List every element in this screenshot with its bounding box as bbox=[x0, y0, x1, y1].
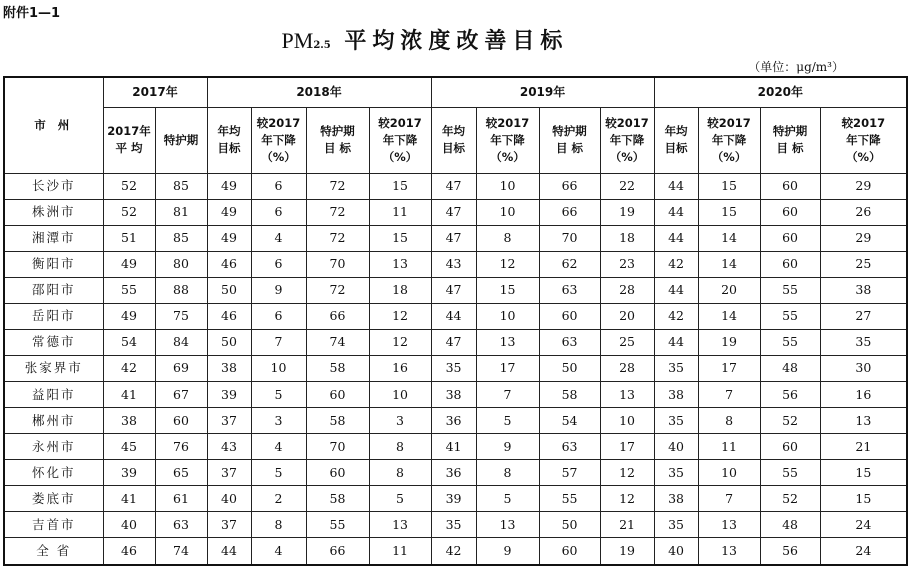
table-cell: 7 bbox=[476, 382, 539, 408]
table-cell: 12 bbox=[600, 486, 654, 512]
table-cell: 15 bbox=[369, 225, 431, 251]
table-cell: 52 bbox=[103, 173, 155, 199]
table-row bbox=[4, 329, 907, 355]
city-name: 常德市 bbox=[4, 329, 103, 355]
table-cell: 4 bbox=[251, 434, 306, 460]
table-cell: 66 bbox=[539, 173, 600, 199]
table-cell: 26 bbox=[820, 199, 907, 225]
city-name: 张家界市 bbox=[4, 355, 103, 381]
table-cell: 85 bbox=[155, 173, 207, 199]
table-cell: 6 bbox=[251, 303, 306, 329]
title-prefix: PM bbox=[281, 28, 314, 53]
header-2018-special-target: 特护期 目 标 bbox=[306, 107, 369, 173]
table-cell: 49 bbox=[207, 225, 251, 251]
table-cell: 27 bbox=[820, 303, 907, 329]
table-cell: 50 bbox=[207, 329, 251, 355]
table-cell: 3 bbox=[369, 408, 431, 434]
table-cell: 49 bbox=[103, 303, 155, 329]
table-cell: 25 bbox=[600, 329, 654, 355]
table-cell: 18 bbox=[600, 225, 654, 251]
city-name: 衡阳市 bbox=[4, 251, 103, 277]
table-cell: 17 bbox=[476, 355, 539, 381]
table-cell: 35 bbox=[654, 460, 698, 486]
table-cell: 49 bbox=[207, 199, 251, 225]
header-2018-special-decline: 较2017 年下降 （%） bbox=[369, 107, 431, 173]
table-cell: 48 bbox=[760, 355, 820, 381]
table-cell: 54 bbox=[539, 408, 600, 434]
header-2017-average: 2017年 平 均 bbox=[103, 107, 155, 173]
table-cell: 40 bbox=[654, 538, 698, 565]
table-cell: 60 bbox=[155, 408, 207, 434]
table-cell: 40 bbox=[207, 486, 251, 512]
table-cell: 69 bbox=[155, 355, 207, 381]
table-cell: 47 bbox=[431, 277, 476, 303]
pm25-target-table bbox=[3, 76, 908, 566]
table-cell: 16 bbox=[369, 355, 431, 381]
table-cell: 58 bbox=[306, 355, 369, 381]
table-cell: 55 bbox=[103, 277, 155, 303]
table-cell: 11 bbox=[698, 434, 760, 460]
city-column-header: 市 州 bbox=[4, 77, 103, 173]
table-cell: 29 bbox=[820, 225, 907, 251]
table-cell: 57 bbox=[539, 460, 600, 486]
table-cell: 8 bbox=[369, 434, 431, 460]
table-cell: 44 bbox=[654, 225, 698, 251]
table-cell: 60 bbox=[760, 251, 820, 277]
table-cell: 52 bbox=[103, 199, 155, 225]
table-cell: 15 bbox=[820, 486, 907, 512]
table-cell: 41 bbox=[431, 434, 476, 460]
city-name: 吉首市 bbox=[4, 512, 103, 538]
table-cell: 7 bbox=[698, 486, 760, 512]
table-cell: 72 bbox=[306, 173, 369, 199]
table-cell: 80 bbox=[155, 251, 207, 277]
table-cell: 58 bbox=[306, 486, 369, 512]
table-cell: 15 bbox=[698, 173, 760, 199]
table-cell: 60 bbox=[539, 538, 600, 565]
table-cell: 9 bbox=[476, 538, 539, 565]
table-cell: 50 bbox=[539, 512, 600, 538]
table-cell: 38 bbox=[103, 408, 155, 434]
table-cell: 46 bbox=[207, 303, 251, 329]
table-cell: 13 bbox=[600, 382, 654, 408]
table-row bbox=[4, 434, 907, 460]
table-cell: 66 bbox=[306, 303, 369, 329]
table-cell: 66 bbox=[306, 538, 369, 565]
table-cell: 72 bbox=[306, 277, 369, 303]
table-cell: 3 bbox=[251, 408, 306, 434]
table-cell: 56 bbox=[760, 382, 820, 408]
table-cell: 58 bbox=[306, 408, 369, 434]
table-row bbox=[4, 460, 907, 486]
table-cell: 23 bbox=[600, 251, 654, 277]
table-cell: 56 bbox=[760, 538, 820, 565]
table-cell: 15 bbox=[476, 277, 539, 303]
table-cell: 55 bbox=[760, 329, 820, 355]
table-cell: 35 bbox=[431, 512, 476, 538]
table-cell: 29 bbox=[820, 173, 907, 199]
table-cell: 6 bbox=[251, 199, 306, 225]
table-cell: 40 bbox=[654, 434, 698, 460]
table-cell: 74 bbox=[306, 329, 369, 355]
table-cell: 20 bbox=[600, 303, 654, 329]
header-2018-annual-target: 年均 目标 bbox=[207, 107, 251, 173]
table-cell: 45 bbox=[103, 434, 155, 460]
unit-label: （单位：μg/m³） bbox=[748, 60, 844, 74]
table-cell: 63 bbox=[155, 512, 207, 538]
table-cell: 21 bbox=[600, 512, 654, 538]
table-cell: 24 bbox=[820, 512, 907, 538]
table-cell: 10 bbox=[251, 355, 306, 381]
table-cell: 35 bbox=[431, 355, 476, 381]
city-name: 长沙市 bbox=[4, 173, 103, 199]
table-cell: 11 bbox=[369, 538, 431, 565]
table-cell: 48 bbox=[760, 512, 820, 538]
table-cell: 58 bbox=[539, 382, 600, 408]
table-cell: 36 bbox=[431, 408, 476, 434]
table-cell: 42 bbox=[654, 303, 698, 329]
year-header-row bbox=[4, 77, 907, 107]
table-cell: 42 bbox=[654, 251, 698, 277]
header-2020-annual-decline: 较2017 年下降 （%） bbox=[698, 107, 760, 173]
city-name: 永州市 bbox=[4, 434, 103, 460]
table-cell: 9 bbox=[476, 434, 539, 460]
table-cell: 15 bbox=[698, 199, 760, 225]
table-cell: 70 bbox=[306, 434, 369, 460]
table-cell: 38 bbox=[654, 382, 698, 408]
title-subscript: 2.5 bbox=[313, 40, 331, 51]
table-cell: 60 bbox=[760, 173, 820, 199]
table-cell: 11 bbox=[369, 199, 431, 225]
table-cell: 10 bbox=[476, 199, 539, 225]
table-cell: 38 bbox=[654, 486, 698, 512]
table-cell: 54 bbox=[103, 329, 155, 355]
table-cell: 38 bbox=[431, 382, 476, 408]
table-cell: 62 bbox=[539, 251, 600, 277]
table-cell: 12 bbox=[600, 460, 654, 486]
table-cell: 35 bbox=[654, 408, 698, 434]
table-cell: 35 bbox=[654, 355, 698, 381]
annex-label: 附件1—1 bbox=[3, 6, 61, 21]
table-cell: 39 bbox=[207, 382, 251, 408]
table-cell: 47 bbox=[431, 329, 476, 355]
table-cell: 60 bbox=[760, 225, 820, 251]
table-cell: 14 bbox=[698, 303, 760, 329]
year-header-2018: 2018年 bbox=[207, 77, 431, 107]
table-cell: 16 bbox=[820, 382, 907, 408]
table-cell: 30 bbox=[820, 355, 907, 381]
table-row bbox=[4, 199, 907, 225]
table-cell: 13 bbox=[476, 329, 539, 355]
table-cell: 12 bbox=[369, 303, 431, 329]
table-cell: 2 bbox=[251, 486, 306, 512]
table-cell: 19 bbox=[600, 538, 654, 565]
city-name: 全 省 bbox=[4, 538, 103, 565]
table-row bbox=[4, 538, 907, 565]
table-cell: 6 bbox=[251, 251, 306, 277]
city-name: 岳阳市 bbox=[4, 303, 103, 329]
table-row bbox=[4, 277, 907, 303]
table-cell: 5 bbox=[369, 486, 431, 512]
table-cell: 51 bbox=[103, 225, 155, 251]
table-cell: 5 bbox=[476, 408, 539, 434]
table-cell: 8 bbox=[476, 225, 539, 251]
table-cell: 72 bbox=[306, 225, 369, 251]
city-name: 湘潭市 bbox=[4, 225, 103, 251]
table-cell: 14 bbox=[698, 251, 760, 277]
table-cell: 5 bbox=[251, 460, 306, 486]
header-2019-annual-target: 年均 目标 bbox=[431, 107, 476, 173]
table-cell: 35 bbox=[820, 329, 907, 355]
table-row bbox=[4, 486, 907, 512]
table-cell: 40 bbox=[103, 512, 155, 538]
header-2019-annual-decline: 较2017 年下降 （%） bbox=[476, 107, 539, 173]
table-row bbox=[4, 225, 907, 251]
table-cell: 13 bbox=[698, 538, 760, 565]
table-cell: 81 bbox=[155, 199, 207, 225]
table-cell: 70 bbox=[539, 225, 600, 251]
table-cell: 24 bbox=[820, 538, 907, 565]
table-cell: 44 bbox=[654, 199, 698, 225]
table-row bbox=[4, 382, 907, 408]
table-cell: 17 bbox=[600, 434, 654, 460]
table-cell: 55 bbox=[760, 277, 820, 303]
table-cell: 55 bbox=[760, 460, 820, 486]
table-cell: 13 bbox=[369, 251, 431, 277]
table-cell: 52 bbox=[760, 408, 820, 434]
table-cell: 42 bbox=[431, 538, 476, 565]
table-cell: 74 bbox=[155, 538, 207, 565]
table-cell: 44 bbox=[207, 538, 251, 565]
page-title bbox=[0, 24, 850, 55]
table-cell: 60 bbox=[306, 382, 369, 408]
table-cell: 28 bbox=[600, 355, 654, 381]
table-cell: 5 bbox=[476, 486, 539, 512]
table-cell: 28 bbox=[600, 277, 654, 303]
city-name: 郴州市 bbox=[4, 408, 103, 434]
table-row bbox=[4, 408, 907, 434]
table-cell: 10 bbox=[369, 382, 431, 408]
table-cell: 60 bbox=[760, 199, 820, 225]
table-cell: 76 bbox=[155, 434, 207, 460]
table-cell: 49 bbox=[103, 251, 155, 277]
table-row bbox=[4, 512, 907, 538]
table-cell: 13 bbox=[476, 512, 539, 538]
table-cell: 15 bbox=[369, 173, 431, 199]
table-cell: 10 bbox=[476, 173, 539, 199]
table-cell: 7 bbox=[698, 382, 760, 408]
header-2019-special-decline: 较2017 年下降 （%） bbox=[600, 107, 654, 173]
table-cell: 17 bbox=[698, 355, 760, 381]
table-cell: 50 bbox=[207, 277, 251, 303]
header-2019-special-target: 特护期 目 标 bbox=[539, 107, 600, 173]
table-cell: 37 bbox=[207, 512, 251, 538]
table-cell: 37 bbox=[207, 408, 251, 434]
table-cell: 39 bbox=[431, 486, 476, 512]
table-cell: 88 bbox=[155, 277, 207, 303]
header-2020-special-target: 特护期 目 标 bbox=[760, 107, 820, 173]
table-cell: 67 bbox=[155, 382, 207, 408]
table-cell: 38 bbox=[820, 277, 907, 303]
table-cell: 12 bbox=[476, 251, 539, 277]
title-text: 平均浓度改善目标 bbox=[344, 28, 569, 54]
table-cell: 8 bbox=[251, 512, 306, 538]
table-cell: 37 bbox=[207, 460, 251, 486]
header-2017-special-period: 特护期 bbox=[155, 107, 207, 173]
table-cell: 14 bbox=[698, 225, 760, 251]
table-cell: 55 bbox=[760, 303, 820, 329]
table-cell: 15 bbox=[820, 460, 907, 486]
table-cell: 47 bbox=[431, 225, 476, 251]
table-cell: 42 bbox=[103, 355, 155, 381]
table-row bbox=[4, 251, 907, 277]
table-cell: 19 bbox=[600, 199, 654, 225]
table-cell: 55 bbox=[539, 486, 600, 512]
table-cell: 7 bbox=[251, 329, 306, 355]
table-cell: 44 bbox=[654, 173, 698, 199]
table-cell: 41 bbox=[103, 382, 155, 408]
table-cell: 65 bbox=[155, 460, 207, 486]
year-header-2017: 2017年 bbox=[103, 77, 207, 107]
header-2018-annual-decline: 较2017 年下降 （%） bbox=[251, 107, 306, 173]
table-cell: 43 bbox=[431, 251, 476, 277]
city-name: 怀化市 bbox=[4, 460, 103, 486]
city-name: 株洲市 bbox=[4, 199, 103, 225]
table-row bbox=[4, 303, 907, 329]
sub-header-row bbox=[4, 107, 907, 173]
table-cell: 61 bbox=[155, 486, 207, 512]
table-cell: 21 bbox=[820, 434, 907, 460]
table-cell: 35 bbox=[654, 512, 698, 538]
table-cell: 44 bbox=[431, 303, 476, 329]
table-cell: 60 bbox=[306, 460, 369, 486]
table-cell: 55 bbox=[306, 512, 369, 538]
table-cell: 39 bbox=[103, 460, 155, 486]
table-cell: 10 bbox=[600, 408, 654, 434]
table-cell: 60 bbox=[539, 303, 600, 329]
table-cell: 4 bbox=[251, 225, 306, 251]
table-cell: 63 bbox=[539, 277, 600, 303]
table-cell: 38 bbox=[207, 355, 251, 381]
table-cell: 19 bbox=[698, 329, 760, 355]
table-cell: 47 bbox=[431, 173, 476, 199]
table-cell: 8 bbox=[369, 460, 431, 486]
table-cell: 47 bbox=[431, 199, 476, 225]
table-cell: 20 bbox=[698, 277, 760, 303]
table-row bbox=[4, 355, 907, 381]
table-cell: 8 bbox=[698, 408, 760, 434]
table-cell: 70 bbox=[306, 251, 369, 277]
table-cell: 72 bbox=[306, 199, 369, 225]
table-cell: 43 bbox=[207, 434, 251, 460]
table-row bbox=[4, 173, 907, 199]
table-cell: 49 bbox=[207, 173, 251, 199]
table-cell: 36 bbox=[431, 460, 476, 486]
table-cell: 44 bbox=[654, 277, 698, 303]
table-cell: 6 bbox=[251, 173, 306, 199]
table-cell: 25 bbox=[820, 251, 907, 277]
table-cell: 13 bbox=[820, 408, 907, 434]
table-cell: 18 bbox=[369, 277, 431, 303]
table-cell: 44 bbox=[654, 329, 698, 355]
table-cell: 41 bbox=[103, 486, 155, 512]
table-cell: 84 bbox=[155, 329, 207, 355]
city-name: 益阳市 bbox=[4, 382, 103, 408]
city-name: 邵阳市 bbox=[4, 277, 103, 303]
year-header-2019: 2019年 bbox=[431, 77, 654, 107]
table-cell: 12 bbox=[369, 329, 431, 355]
table-cell: 10 bbox=[698, 460, 760, 486]
header-2020-special-decline: 较2017 年下降 （%） bbox=[820, 107, 907, 173]
table-cell: 50 bbox=[539, 355, 600, 381]
table-cell: 66 bbox=[539, 199, 600, 225]
table-cell: 10 bbox=[476, 303, 539, 329]
table-cell: 22 bbox=[600, 173, 654, 199]
header-2020-annual-target: 年均 目标 bbox=[654, 107, 698, 173]
table-cell: 63 bbox=[539, 329, 600, 355]
table-cell: 13 bbox=[369, 512, 431, 538]
table-cell: 46 bbox=[207, 251, 251, 277]
table-cell: 13 bbox=[698, 512, 760, 538]
table-cell: 75 bbox=[155, 303, 207, 329]
table-cell: 85 bbox=[155, 225, 207, 251]
table-cell: 5 bbox=[251, 382, 306, 408]
year-header-2020: 2020年 bbox=[654, 77, 907, 107]
table-cell: 52 bbox=[760, 486, 820, 512]
table-cell: 9 bbox=[251, 277, 306, 303]
table-cell: 4 bbox=[251, 538, 306, 565]
city-name: 娄底市 bbox=[4, 486, 103, 512]
table-cell: 46 bbox=[103, 538, 155, 565]
table-cell: 8 bbox=[476, 460, 539, 486]
table-cell: 60 bbox=[760, 434, 820, 460]
table-cell: 63 bbox=[539, 434, 600, 460]
